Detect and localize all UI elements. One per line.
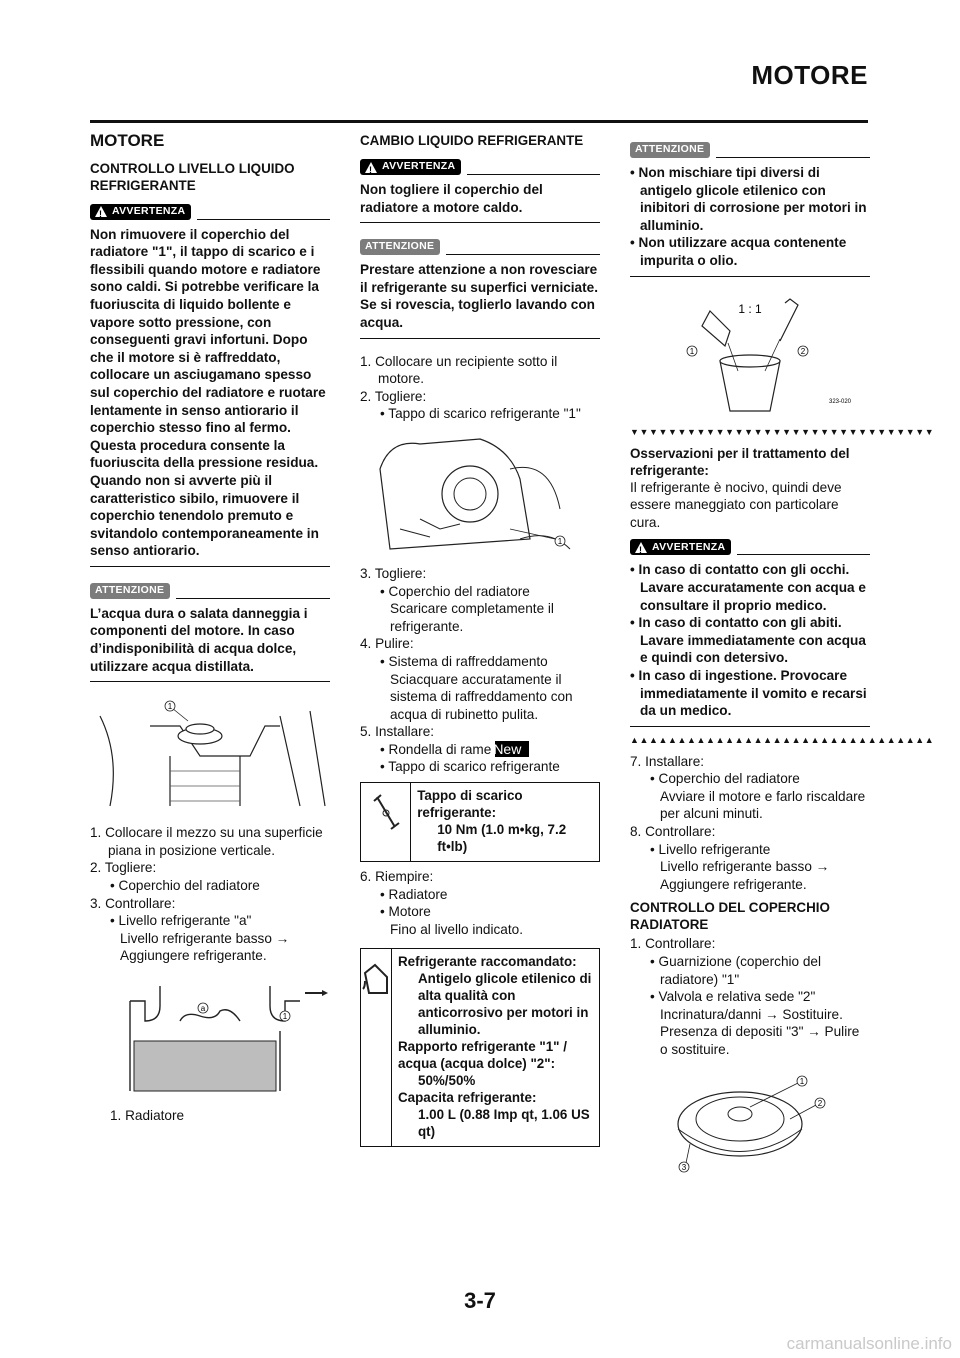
- coolant-mix-figure: [630, 291, 870, 421]
- column-left: [90, 130, 330, 1125]
- step-3-item: • Coperchio del radiatore: [380, 583, 530, 599]
- notes-text: Il refrigerante è nocivo, quindi deve essere maneggiato con particolare cura.: [630, 479, 842, 530]
- torque-spec-box: [360, 782, 600, 862]
- page-header: [90, 52, 868, 123]
- ratio-label: 1 : 1: [738, 301, 762, 316]
- warning-item-1: • In caso di contatto con gli occhi. Lavare accuratamente con acqua e consultare il proprio medico.: [630, 562, 866, 613]
- step-2-item: • Coperchio del radiatore: [110, 878, 260, 894]
- warning-header: [90, 202, 330, 220]
- radiator-cap-figure: [90, 696, 330, 816]
- subsection-title: CONTROLLO LIVELLO LIQUIDO REFRIGERANTE: [90, 160, 295, 193]
- warning-item-2: • In caso di contatto con gli abiti. Lavare immediatamente con acqua e quindi con detersivo.: [630, 615, 866, 666]
- step-6-note: Fino al livello indicato.: [390, 921, 523, 937]
- warning-text: Non togliere il coperchio del radiatore a motore caldo.: [360, 181, 600, 223]
- callout-3: 3: [681, 1162, 687, 1172]
- marker-down-row: ▼▼▼▼▼▼▼▼▼▼▼▼▼▼▼▼▼▼▼▼▼▼▼▼▼▼▼▼▼▼▼▼: [630, 426, 935, 437]
- caution-list: [630, 164, 870, 277]
- divider: [176, 598, 330, 599]
- spec-line-3: Rapporto refrigerante "1" / acqua (acqua dolce) "2":: [398, 1039, 567, 1072]
- step-4-item: • Sistema di raffreddamento: [380, 653, 548, 669]
- new-badge: New: [495, 741, 529, 757]
- spec-value: 10 Nm (1.0 m•kg, 7.2 ft•lb): [437, 822, 567, 855]
- callout-1: 1: [557, 536, 563, 546]
- divider: [197, 219, 330, 220]
- spec-line-2: Antigelo glicole etilenico di alta qualità con anticorrosivo per motori in alluminio.: [418, 971, 592, 1038]
- step-4-note: Sciacquare accuratamente il sistema di raffreddamento con acqua di rubinetto pulita.: [390, 671, 573, 722]
- divider: [467, 174, 600, 175]
- fluid-icon: [361, 949, 392, 1146]
- check-note-1: Incrinatura/danni → Sostituire.: [660, 1006, 843, 1022]
- step-3-note: Livello refrigerante basso → Aggiungere refrigerante.: [120, 930, 290, 964]
- spec-line-4: 50%/50%: [418, 1073, 476, 1089]
- footer-watermark: carmanualsonline.info: [786, 1334, 952, 1353]
- caution-header: [90, 581, 330, 599]
- section-title: MOTORE: [90, 131, 165, 150]
- step-1: 1. Collocare un recipiente sotto il motore.: [360, 353, 558, 387]
- caution-text: L’acqua dura o salata danneggia i componenti del motore. In caso d’indisponibilità di acqua dolce, utilizzare acqua distillata.: [90, 605, 330, 682]
- caution-badge: ATTENZIONE: [90, 583, 170, 599]
- coolant-spec-box: [360, 948, 600, 1147]
- check-item-1: • Guarnizione (coperchio del radiatore) "1": [650, 954, 821, 987]
- step-7-note: Avviare il motore e farlo riscaldare per alcuni minuti.: [660, 788, 866, 822]
- warning-badge: ! AVVERTENZA: [630, 539, 731, 555]
- wrench-icon: [361, 783, 411, 861]
- warning-header: [360, 157, 600, 175]
- warning-badge: ! AVVERTENZA: [360, 159, 461, 175]
- step-2-item: • Tappo di scarico refrigerante "1": [380, 406, 581, 422]
- step-8-note: Livello refrigerante basso → Aggiungere refrigerante.: [660, 859, 830, 892]
- caution-badge: ATTENZIONE: [630, 142, 710, 158]
- check-note-2: Presenza di depositi "3" → Pulire o sostituire.: [660, 1024, 860, 1057]
- step-4: 4. Pulire:: [360, 636, 414, 652]
- step-5-item-1: • Rondella di rame New: [360, 741, 600, 759]
- callout-1: 1: [799, 1076, 805, 1086]
- notes-title: Osservazioni per il trattamento del refrigerante:: [630, 445, 850, 478]
- check-step-1: 1. Controllare:: [630, 936, 716, 952]
- step-3-item: • Livello refrigerante "a": [110, 913, 252, 929]
- figure-caption: 1. Radiatore: [110, 1108, 185, 1123]
- step-8: 8. Controllare:: [630, 824, 716, 840]
- caution-item-1: • Non mischiare tipi diversi di antigelo glicole etilenico con inibitori di corrosione per motori in alluminio.: [630, 165, 867, 233]
- subsection-title: CONTROLLO DEL COPERCHIO RADIATORE: [630, 900, 830, 933]
- page-title: MOTORE: [751, 60, 868, 90]
- caution-header: [630, 140, 870, 158]
- drain-bolt-figure: [360, 429, 600, 559]
- step-8-item: • Livello refrigerante: [650, 841, 771, 857]
- warning-header: [630, 537, 870, 555]
- warning-list: [630, 561, 870, 726]
- callout-1: 1: [282, 1012, 288, 1021]
- check-item-2: • Valvola e relativa sede "2": [650, 989, 816, 1005]
- step-6-item-1: • Radiatore: [380, 886, 448, 902]
- warning-icon: [635, 542, 647, 553]
- divider: [737, 554, 870, 555]
- radiator-cap-detail-figure: [630, 1069, 870, 1179]
- figure-code: 323-020: [828, 398, 852, 405]
- warning-item-3: • In caso di ingestione. Provocare immediatamente il vomito e recarsi da un medico.: [630, 667, 867, 719]
- step-5-item-2: • Tappo di scarico refrigerante: [380, 759, 560, 775]
- subsection-title: CAMBIO LIQUIDO REFRIGERANTE: [360, 133, 584, 148]
- callout-2: 2: [817, 1098, 823, 1108]
- step-6: 6. Riempire:: [360, 869, 434, 885]
- caution-item-2: • Non utilizzare acqua contenente impurita o olio.: [630, 235, 847, 268]
- step-3: 3. Controllare:: [90, 895, 176, 911]
- warning-text: Non rimuovere il coperchio del radiatore "1", il tappo di scarico e i flessibili quando motore e radiatore sono caldi. Si potrebbe verificare la fuoriuscita di liquido bollente e vapore sotto pressione, con conseguenti gravi infortuni. Dopo che il motore si è raffreddato, collocare un asciugamano spesso sul coperchio del radiatore e ruotare lentamente in senso antiorario il coperchio stesso fino al fermo. Questa procedura consente la fuoriuscita della pressione residua. Quando non si avverte più il caratteristico sibilo, rimuovere il coperchio tenendolo premuto e svitandolo contemporaneamente in senso antiorario.: [90, 226, 330, 567]
- step-3-note: Scaricare completamente il refrigerante.: [390, 601, 554, 634]
- page-number: 3-7: [464, 1288, 496, 1313]
- step-7-item: • Coperchio del radiatore: [650, 771, 800, 787]
- warning-icon: [95, 206, 107, 217]
- divider: [716, 157, 870, 158]
- callout-1: 1: [167, 702, 173, 712]
- callout-1: 1: [689, 346, 695, 356]
- spec-line-1: Refrigerante raccomandato:: [398, 954, 577, 970]
- divider: [446, 254, 600, 255]
- column-right: [630, 130, 935, 1179]
- warning-badge: ! AVVERTENZA: [90, 204, 191, 220]
- callout-2: 2: [800, 346, 806, 356]
- step-3: 3. Togliere:: [360, 565, 427, 581]
- step-7: 7. Installare:: [630, 753, 705, 769]
- caution-text: Prestare attenzione a non rovesciare il refrigerante su superfici verniciate. Se si rovescia, toglierlo lavando con acqua.: [360, 261, 600, 338]
- coolant-level-figure: [90, 981, 330, 1101]
- caution-badge: ATTENZIONE: [360, 239, 440, 255]
- spec-line-6: 1.00 L (0.88 Imp qt, 1.06 US qt): [418, 1107, 590, 1140]
- step-6-item-2: • Motore: [380, 904, 431, 920]
- callout-a: a: [200, 1004, 206, 1013]
- step-1: 1. Collocare il mezzo su una superficie piana in posizione verticale.: [90, 825, 323, 858]
- spec-line-5: Capacita refrigerante:: [398, 1090, 537, 1106]
- step-2: 2. Togliere:: [90, 860, 157, 876]
- column-middle: [360, 130, 600, 1153]
- spec-title: Tappo di scarico refrigerante:: [417, 788, 523, 821]
- warning-icon: [365, 162, 377, 173]
- step-2: 2. Togliere:: [360, 388, 427, 404]
- marker-up-row: ▲▲▲▲▲▲▲▲▲▲▲▲▲▲▲▲▲▲▲▲▲▲▲▲▲▲▲▲▲▲▲▲: [630, 734, 935, 745]
- step-5: 5. Installare:: [360, 724, 435, 740]
- caution-header: [360, 237, 600, 255]
